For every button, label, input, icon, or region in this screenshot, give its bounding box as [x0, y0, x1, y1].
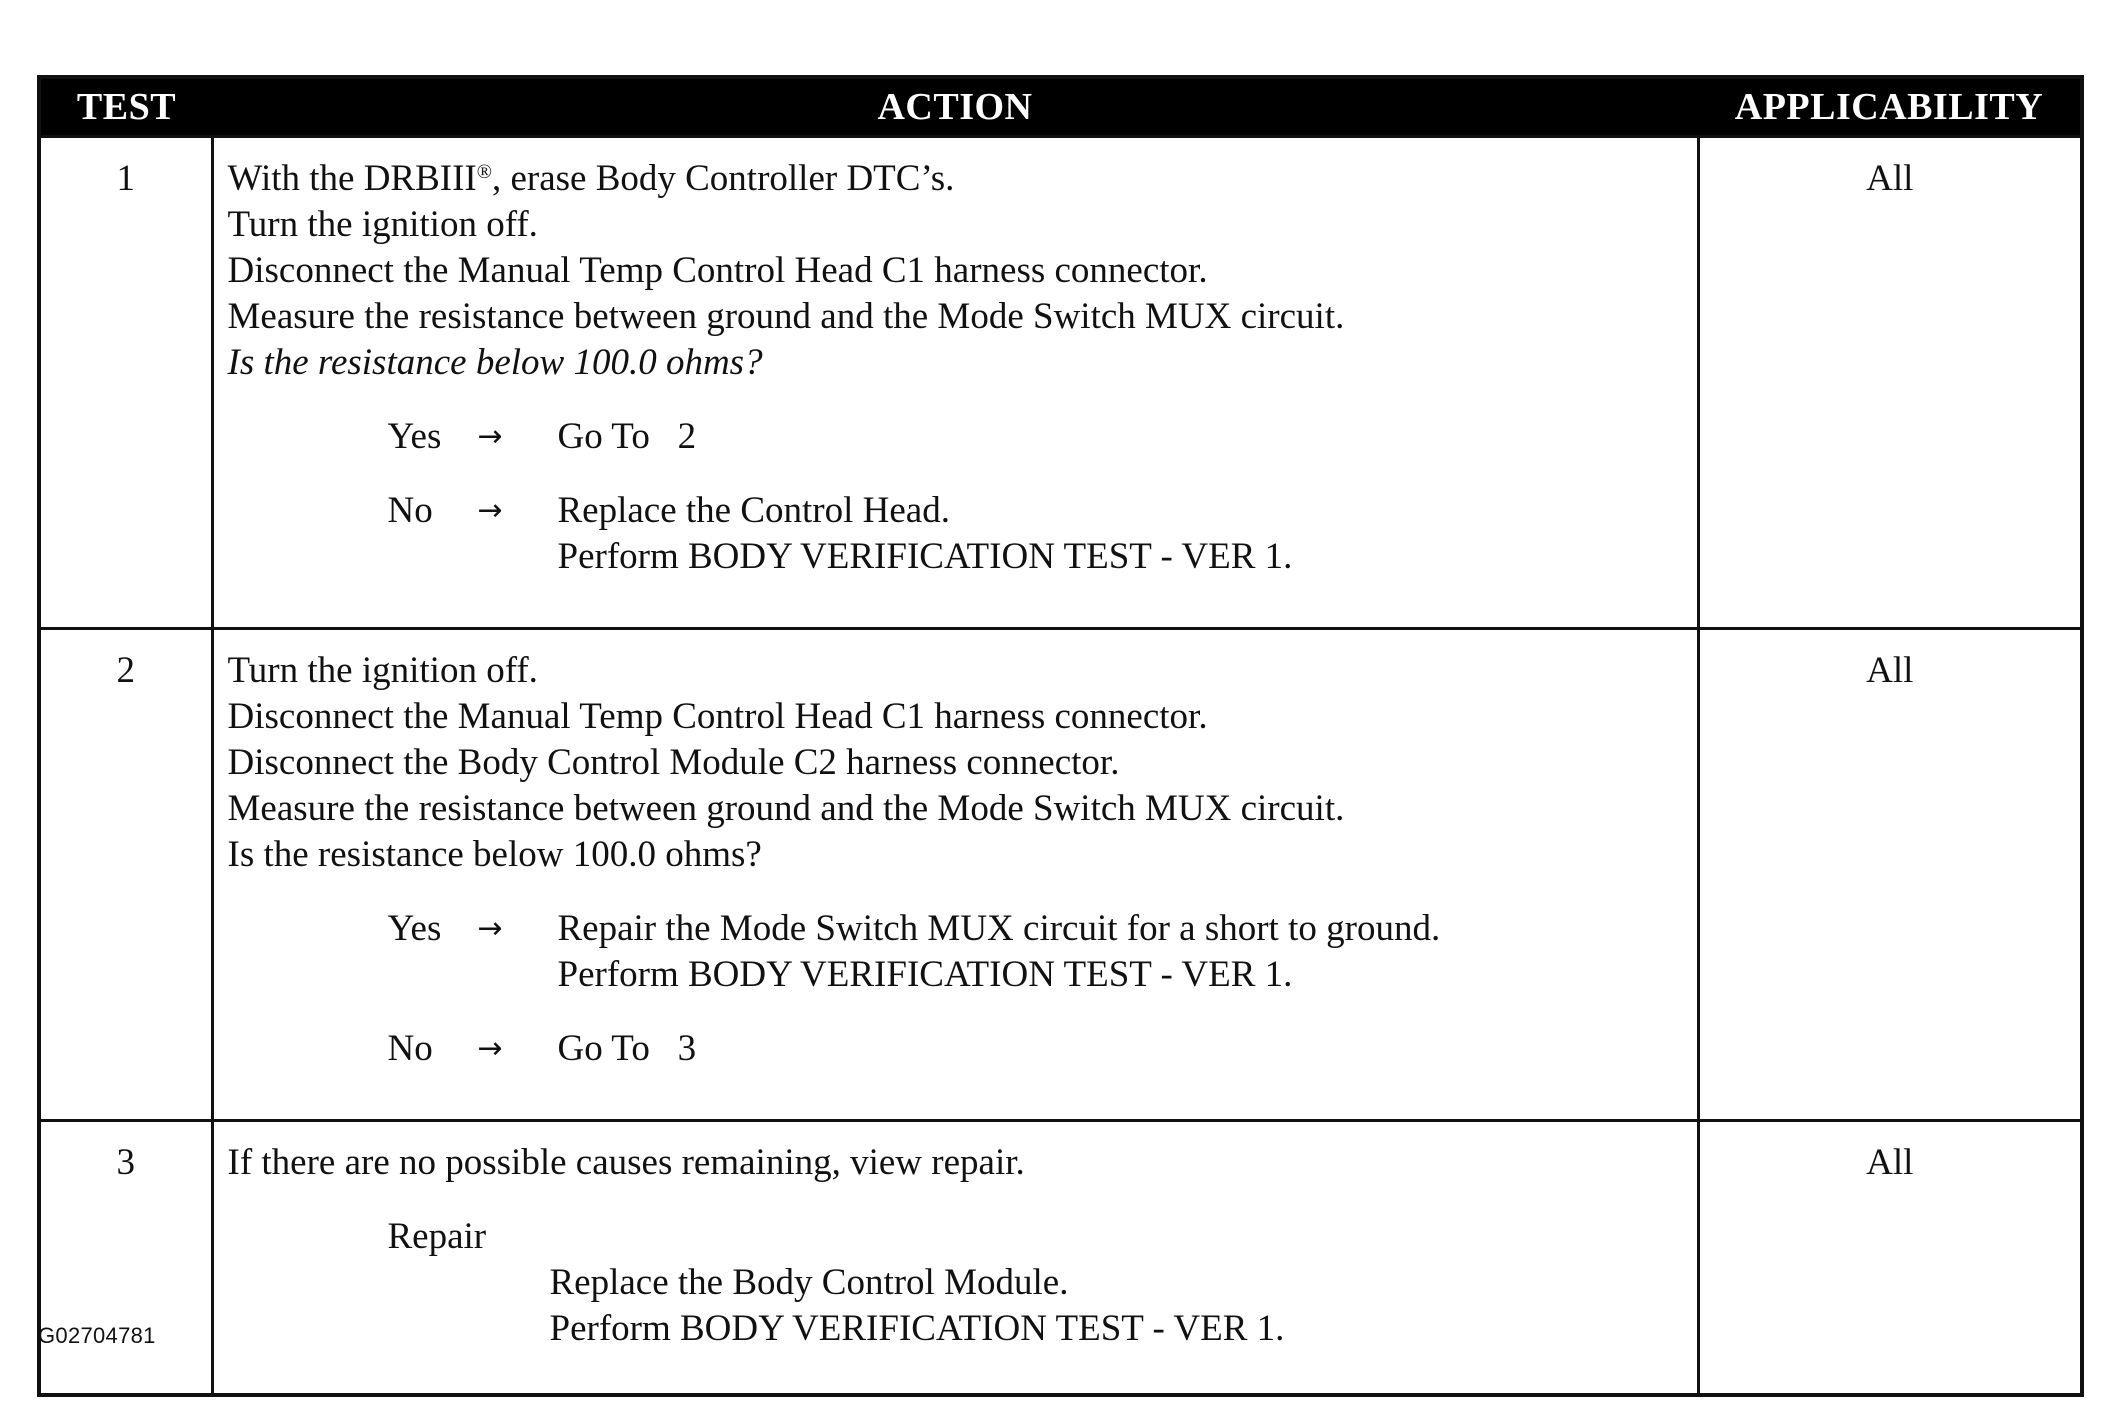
repair-instruction: Replace the Body Control Module.	[549, 1262, 1069, 1303]
repair-instruction: Perform BODY VERIFICATION TEST - VER 1.	[549, 1308, 1285, 1349]
yes-label: Yes	[387, 416, 442, 457]
step-text: If there are no possible causes remaining, view repair.	[227, 1142, 1025, 1183]
step-text: Disconnect the Body Control Module C2 harness connector.	[227, 742, 1120, 783]
applicability-value: All	[1698, 629, 2082, 1121]
yes-result: Go To 2	[557, 416, 697, 457]
no-result: Replace the Control Head.	[557, 490, 950, 531]
yes-result: Repair the Mode Switch MUX circuit for a short to ground.	[557, 908, 1441, 949]
no-label: No	[387, 490, 433, 531]
step-question: Is the resistance below 100.0 ohms?	[227, 834, 762, 875]
right-arrow-icon: →	[477, 911, 503, 946]
table-row	[39, 137, 2082, 629]
repair-label: Repair	[387, 1216, 487, 1257]
table-header-row	[39, 77, 2082, 137]
step-text: Disconnect the Manual Temp Control Head C1 harness connector.	[227, 696, 1208, 737]
diagnostic-test-table	[37, 75, 2084, 1397]
step-text: Turn the ignition off.	[227, 650, 538, 691]
yes-result: Perform BODY VERIFICATION TEST - VER 1.	[557, 954, 1293, 995]
yes-label: Yes	[387, 908, 442, 949]
right-arrow-icon: →	[477, 493, 503, 528]
step-text: Disconnect the Manual Temp Control Head C1 harness connector.	[227, 250, 1208, 291]
no-branch	[228, 1026, 1683, 1072]
test-number: 2	[39, 629, 212, 1121]
action-cell	[212, 629, 1698, 1121]
step-text: Measure the resistance between ground and the Mode Switch MUX circuit.	[227, 788, 1345, 829]
right-arrow-icon: →	[477, 419, 503, 454]
step-text: Measure the resistance between ground and the Mode Switch MUX circuit.	[227, 296, 1345, 337]
step-text: Turn the ignition off.	[227, 204, 538, 245]
header-applicability: APPLICABILITY	[1698, 77, 2082, 137]
yes-branch	[228, 414, 1683, 460]
repair-block	[228, 1214, 1683, 1352]
applicability-value: All	[1698, 1121, 2082, 1396]
no-result: Perform BODY VERIFICATION TEST - VER 1.	[557, 536, 1293, 577]
no-label: No	[387, 1028, 433, 1069]
applicability-value: All	[1698, 137, 2082, 629]
header-test: TEST	[39, 77, 212, 137]
table-row	[39, 629, 2082, 1121]
no-branch	[228, 488, 1683, 580]
test-number: 3	[39, 1121, 212, 1396]
no-result: Go To 3	[557, 1028, 697, 1069]
header-action: ACTION	[212, 77, 1698, 137]
table-row	[39, 1121, 2082, 1396]
yes-branch	[228, 906, 1683, 998]
test-number: 1	[39, 137, 212, 629]
right-arrow-icon: →	[477, 1031, 503, 1066]
figure-code: G02704781	[38, 1323, 156, 1348]
action-cell	[212, 1121, 1698, 1396]
action-cell	[212, 137, 1698, 629]
step-question: Is the resistance below 100.0 ohms?	[227, 342, 763, 383]
step-text: With the DRBIII®, erase Body Controller DTC’s.	[227, 158, 955, 199]
